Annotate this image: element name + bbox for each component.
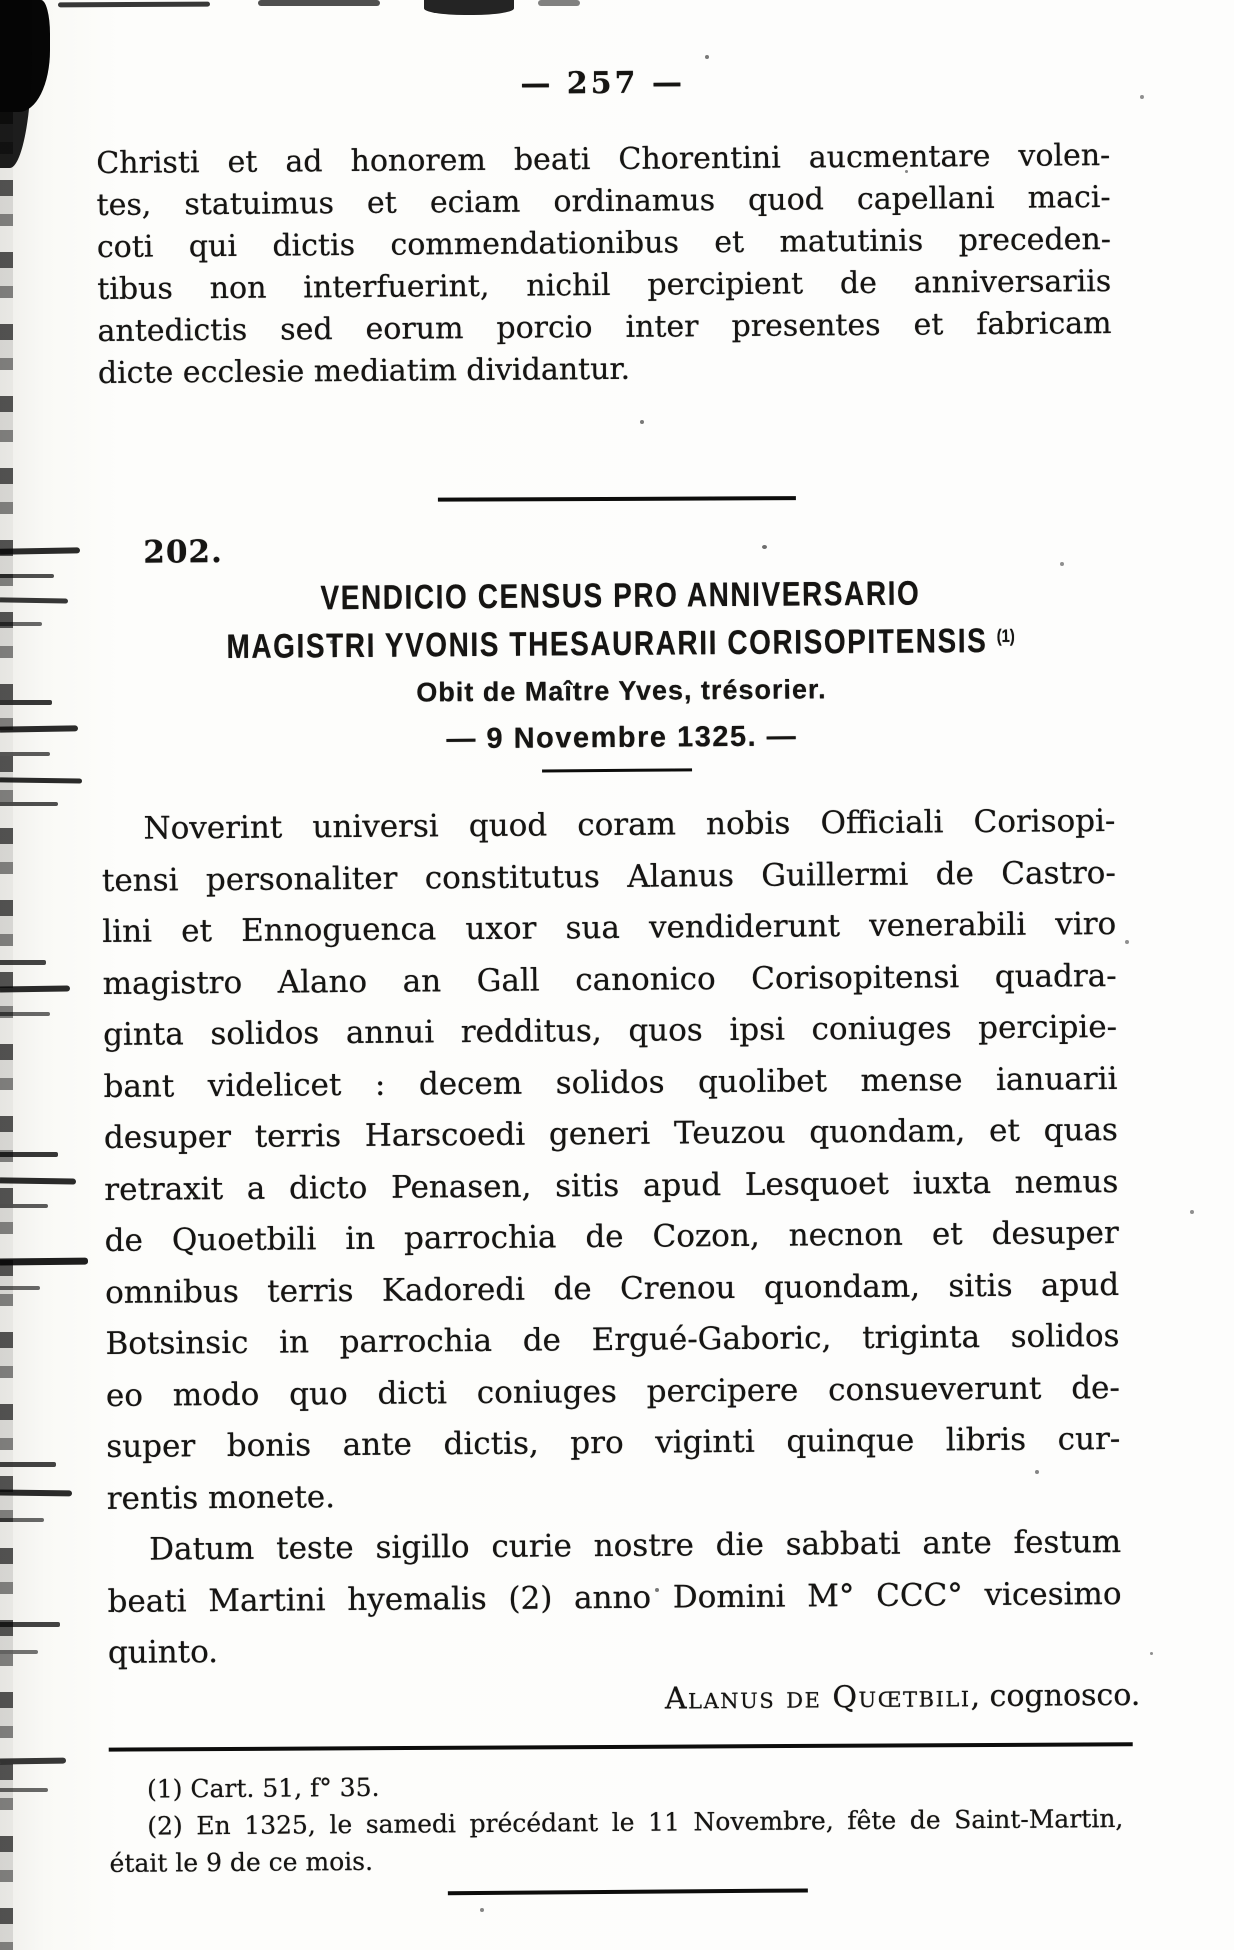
scan-speck [1190, 1210, 1194, 1214]
scan-artifact-tick [0, 986, 70, 993]
scan-artifact-tick [0, 1012, 50, 1016]
entry-title-line2-text: MAGISTRI YVONIS THESAURARII CORISOPITENSIS [226, 621, 988, 666]
scan-artifact-tick [0, 752, 50, 756]
body-line: desuper terris Harscoedi generi Teuzou quondam, et quas [103, 1111, 1119, 1156]
signature-rest: , cognosco. [970, 1677, 1141, 1714]
footnote-1: (1) Cart. 51, f° 35. [146, 1772, 380, 1804]
scan-artifact-tick [0, 574, 54, 578]
intro-line: dicte ecclesie mediatim dividantur. [97, 351, 631, 391]
body-line: rentis monete. [106, 1478, 336, 1517]
body-line: omnibus terris Kadoredi de Crenou quondam, sitis apud [104, 1266, 1120, 1311]
body-line: tensi personaliter constitutus Alanus Guillermi de Castro- [101, 854, 1117, 899]
scan-artifact-tick [0, 1204, 48, 1208]
entry-title-line1: VENDICIO CENSUS PRO ANNIVERSARIO [320, 574, 921, 618]
intro-line: coti qui dictis commendationibus et matutinis preceden- [96, 222, 1112, 265]
scan-speck [1140, 95, 1144, 99]
scan-speck [1150, 1652, 1153, 1655]
intro-line: tibus non interfuerint, nichil percipient de anniversariis [97, 264, 1112, 307]
date-divider-rule [542, 768, 692, 772]
entry-body [101, 796, 1122, 1679]
entry-number: 202. [143, 533, 223, 571]
body-line: Noverint universi quod coram nobis Officiali Corisopi- [143, 802, 1116, 847]
footnote-separator-rule [109, 1742, 1133, 1751]
entry-date: — 9 Novembre 1325. — [446, 720, 798, 756]
scan-artifact-tick [0, 1650, 38, 1654]
scan-artifact-tick [0, 700, 52, 705]
body-line: super bonis ante dictis, pro viginti quinque libris cur- [106, 1420, 1121, 1465]
scanned-page [95, 0, 1141, 1897]
intro-paragraph [96, 135, 1112, 395]
scan-artifact-tick [0, 622, 42, 626]
footnotes [109, 1762, 1124, 1881]
scan-artifact-tick [0, 802, 58, 806]
scan-artifact-tick [0, 1758, 66, 1765]
datum-line: quinto. [107, 1634, 219, 1671]
scan-artifact-tick [0, 1177, 76, 1184]
scan-artifact-tick [0, 1462, 56, 1467]
scan-artifact-tick [0, 1258, 88, 1266]
body-line: ginta solidos annui redditus, quos ipsi coniuges percipie- [102, 1008, 1118, 1053]
datum-line: Datum teste sigillo curie nostre die sabbati ante festum [149, 1523, 1122, 1568]
body-line: lini et Ennoguenca uxor sua vendiderunt venerabili viro [102, 905, 1117, 950]
datum-line: beati Martini hyemalis (2) anno Domini M° CCC° vicesimo [107, 1575, 1122, 1620]
scan-artifact-tick [0, 1152, 58, 1157]
scan-artifact-left-band [0, 108, 13, 1950]
body-line: de Quoetbili in parrochia de Cozon, necnon et desuper [104, 1214, 1119, 1259]
body-line: Botsinsic in parrochia de Ergué-Gaboric, triginta solidos [105, 1317, 1120, 1362]
body-line: retraxit a dicto Penasen, sitis apud Lesquoet iuxta nemus [104, 1163, 1119, 1208]
entry-heading [114, 573, 1129, 759]
scan-speck [1125, 940, 1129, 944]
body-line: eo modo quo dicti coniuges percipere consueverunt de- [105, 1369, 1121, 1414]
body-line: magistro Alano an Gall canonico Corisopitensi quadra- [102, 957, 1117, 1002]
scan-artifact-tick [0, 1490, 72, 1497]
signature [108, 1677, 1140, 1720]
scan-artifact-tick [0, 547, 80, 554]
scan-artifact-tick [0, 1788, 48, 1792]
intro-line: Christi et ad honorem beati Chorentini aucmentare volen- [96, 138, 1111, 181]
entry-title-line2 [227, 622, 1016, 667]
intro-line: tes, statuimus et eciam ordinamus quod capellani maci- [96, 180, 1111, 223]
scan-artifact-tick [0, 1286, 40, 1290]
intro-line: antedictis sed eorum porcio inter presentes et fabricam [97, 306, 1112, 349]
footnote-2-line1: (2) En 1325, le samedi précédant le 11 Novembre, fête de Saint-Martin, [147, 1803, 1124, 1841]
entry-subtitle: Obit de Maître Yves, trésorier. [416, 674, 827, 708]
page-bottom-rule [448, 1888, 808, 1895]
scan-artifact-tick [0, 1622, 60, 1627]
signature-name: Alanus de Quœtbili [664, 1678, 971, 1717]
page-number: — 257 — [520, 65, 686, 102]
scan-artifact-tick [0, 1518, 44, 1522]
footnote-ref-1: (1) [996, 625, 1016, 646]
footnote-2-line2: était le 9 de ce mois. [109, 1846, 374, 1878]
section-divider-rule [438, 496, 796, 502]
body-line: bant videlicet : decem solidos quolibet mense ianuarii [103, 1060, 1118, 1105]
scan-artifact-tick [0, 725, 78, 732]
scan-speck [480, 1908, 484, 1912]
scan-artifact-tick [0, 960, 46, 965]
